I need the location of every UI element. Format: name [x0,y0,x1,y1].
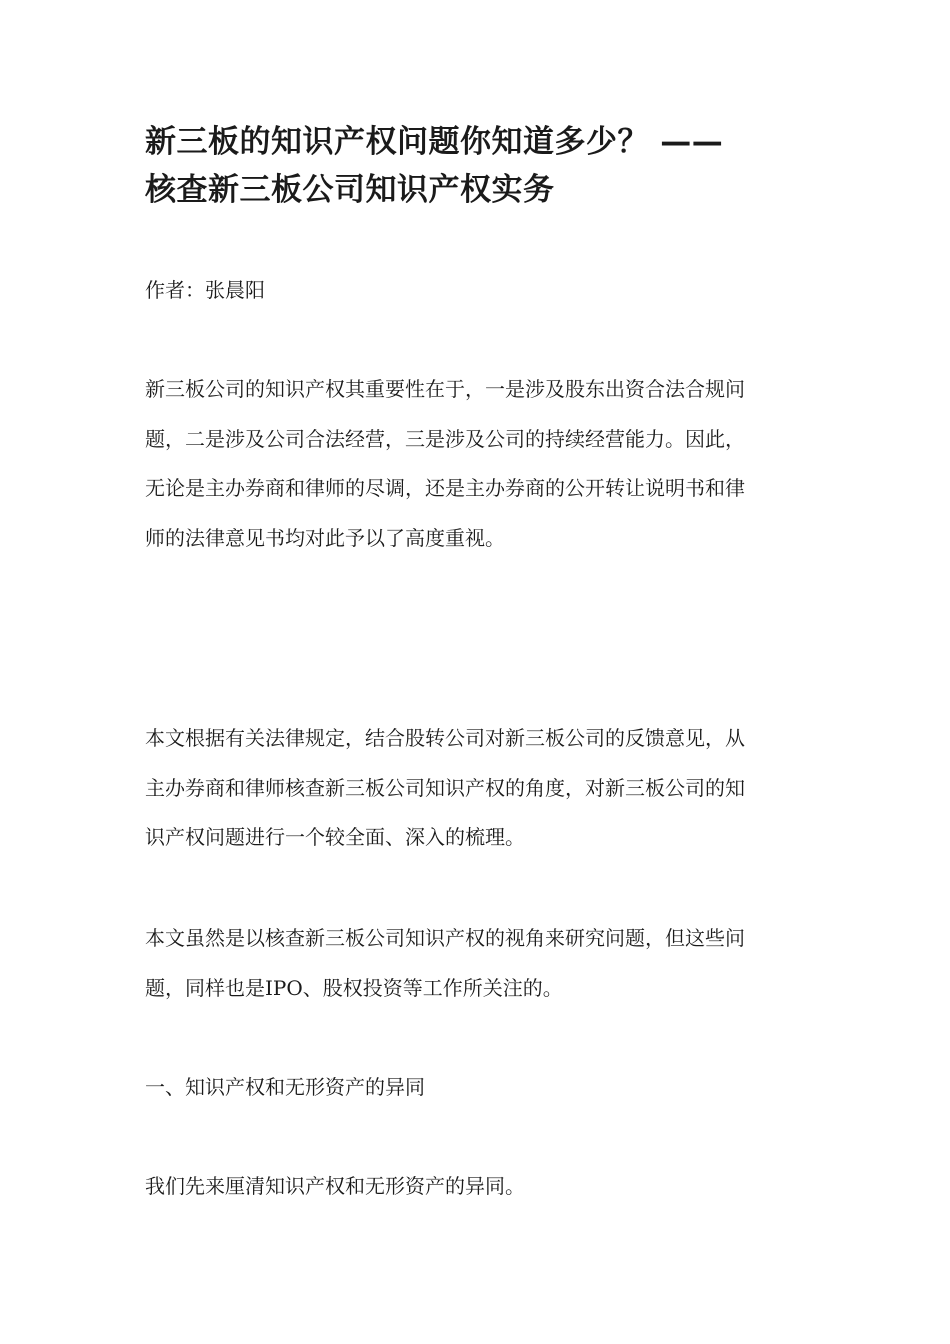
paragraph-line: 识产权问题进行一个较全面、深入的梳理。 [145,825,525,849]
author-line: 作者：张晨阳 [145,278,265,302]
paragraph-line: 本文根据有关法律规定，结合股转公司对新三板公司的反馈意见，从 [145,726,745,750]
paragraph-line: 主办券商和律师核查新三板公司知识产权的角度，对新三板公司的知 [145,775,745,800]
title-line-2: 核查新三板公司知识产权实务 [145,172,555,208]
paragraph-line: 题，同样也是IPO、股权投资等工作所关注的。 [145,975,563,1000]
title-line-1: 新三板的知识产权问题你知道多少？ —— [145,124,724,160]
paragraph-line: 新三板公司的知识产权其重要性在于，一是涉及股东出资合法合规问 [145,377,745,401]
section-heading: 一、知识产权和无形资产的异同 [145,1075,425,1099]
paragraph-line: 题，二是涉及公司合法经营，三是涉及公司的持续经营能力。因此， [145,426,745,451]
paragraph-relevance [145,914,807,1013]
document-page [145,118,807,1198]
paragraph-line: 无论是主办券商和律师的尽调，还是主办券商的公开转让说明书和律 [145,476,745,500]
paragraph-scope [145,714,807,863]
document-title [145,118,807,214]
paragraph-line: 本文虽然是以核查新三板公司知识产权的视角来研究问题，但这些问 [145,926,745,950]
paragraph-intro [145,365,807,563]
paragraph-closing: 我们先来厘清知识产权和无形资产的异同。 [145,1174,525,1198]
paragraph-line: 师的法律意见书均对此予以了高度重视。 [145,525,505,550]
